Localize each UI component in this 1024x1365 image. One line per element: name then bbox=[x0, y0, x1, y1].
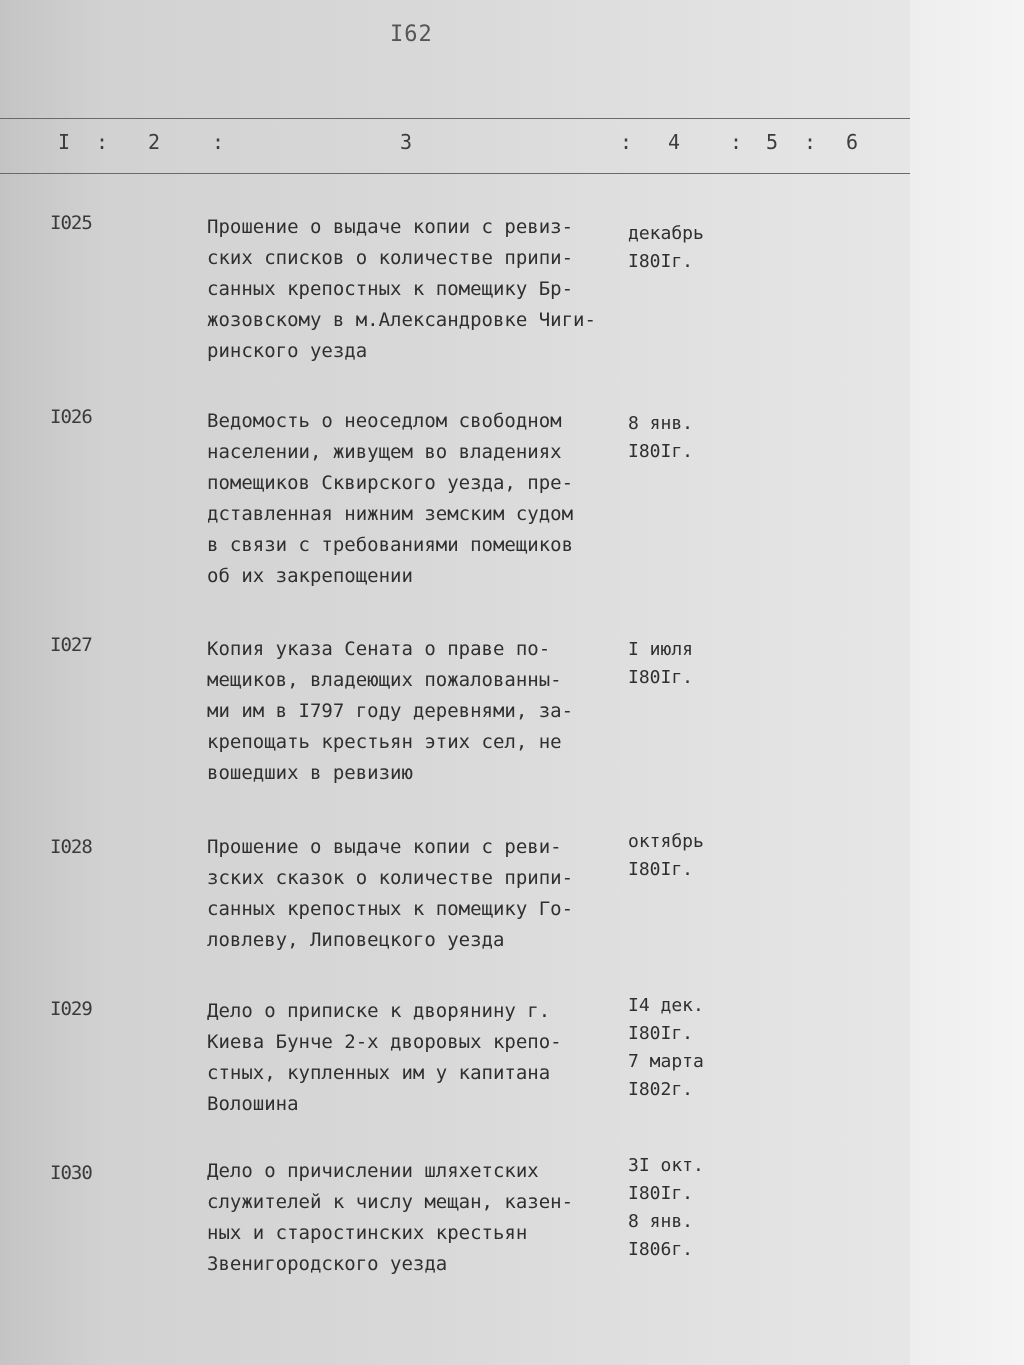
entry-description bbox=[207, 832, 627, 956]
description-line: населении, живущем во владениях bbox=[207, 441, 562, 463]
date-line: I80Iг. bbox=[628, 667, 694, 688]
description-line: Прошение о выдаче копии с реви- bbox=[207, 836, 562, 858]
description-line: в связи с требованиями помещиков bbox=[207, 534, 574, 556]
date-line: октябрь bbox=[628, 831, 704, 852]
column-separator: : bbox=[212, 130, 225, 154]
column-header-3: 3 bbox=[400, 130, 413, 154]
description-line: Дело о причислении шляхетских bbox=[207, 1160, 539, 1182]
description-line: Ведомость о неоседлом свободном bbox=[207, 410, 562, 432]
description-line: ринского уезда bbox=[207, 340, 368, 362]
description-line: мещиков, владеющих пожалованны- bbox=[207, 669, 562, 691]
description-line: зских сказок о количестве припи- bbox=[207, 867, 574, 889]
entry-dates bbox=[628, 410, 738, 466]
entry-dates bbox=[628, 220, 738, 276]
date-line: I80Iг. bbox=[628, 859, 694, 880]
column-separator: : bbox=[620, 130, 633, 154]
description-line: крепощать крестьян этих сел, не bbox=[207, 731, 562, 753]
entry-dates bbox=[628, 828, 738, 884]
header-rule-bottom bbox=[0, 173, 910, 174]
entry-dates bbox=[628, 636, 738, 692]
description-line: дставленная нижним земским судом bbox=[207, 503, 574, 525]
date-line: I806г. bbox=[628, 1239, 694, 1260]
description-line: Волошина bbox=[207, 1093, 299, 1115]
description-line: Прошение о выдаче копии с ревиз- bbox=[207, 216, 574, 238]
description-line: об их закрепощении bbox=[207, 565, 413, 587]
entry-number: I027 bbox=[50, 634, 92, 656]
column-separator: : bbox=[96, 130, 109, 154]
header-rule-top bbox=[0, 118, 910, 119]
column-header-4: 4 bbox=[668, 130, 681, 154]
date-line: I80Iг. bbox=[628, 441, 694, 462]
description-line: Копия указа Сената о праве по- bbox=[207, 638, 551, 660]
description-line: ми им в I797 году деревнями, за- bbox=[207, 700, 574, 722]
entry-number: I029 bbox=[50, 998, 92, 1020]
entry-number: I026 bbox=[50, 406, 92, 428]
description-line: помещиков Сквирского уезда, пре- bbox=[207, 472, 574, 494]
column-separator: : bbox=[730, 130, 743, 154]
entry-dates bbox=[628, 992, 738, 1104]
column-header-1: I bbox=[58, 130, 71, 154]
entry-number: I028 bbox=[50, 836, 92, 858]
description-line: Дело о приписке к дворянину г. bbox=[207, 1000, 551, 1022]
column-header-5: 5 bbox=[766, 130, 779, 154]
date-line: 7 марта bbox=[628, 1051, 704, 1072]
entry-number: I025 bbox=[50, 212, 92, 234]
column-header-2: 2 bbox=[148, 130, 161, 154]
column-header-6: 6 bbox=[846, 130, 859, 154]
date-line: 8 янв. bbox=[628, 413, 694, 434]
entry-description bbox=[207, 1156, 627, 1280]
date-line: I802г. bbox=[628, 1079, 694, 1100]
description-line: санных крепостных к помещику Бр- bbox=[207, 278, 574, 300]
date-line: I80Iг. bbox=[628, 251, 694, 272]
description-line: жозовскому в м.Александровке Чиги- bbox=[207, 309, 596, 331]
date-line: декабрь bbox=[628, 223, 704, 244]
description-line: служителей к числу мещан, казен- bbox=[207, 1191, 574, 1213]
date-line: 8 янв. bbox=[628, 1211, 694, 1232]
description-line: Звенигородского уезда bbox=[207, 1253, 448, 1275]
entry-description bbox=[207, 634, 627, 789]
date-line: I июля bbox=[628, 639, 694, 660]
entry-description bbox=[207, 996, 627, 1120]
entry-description bbox=[207, 212, 627, 367]
date-line: I80Iг. bbox=[628, 1183, 694, 1204]
description-line: ловлеву, Липовецкого уезда bbox=[207, 929, 505, 951]
date-line: 3I окт. bbox=[628, 1155, 704, 1176]
description-line: стных, купленных им у капитана bbox=[207, 1062, 551, 1084]
description-line: ных и старостинских крестьян bbox=[207, 1222, 528, 1244]
description-line: санных крепостных к помещику Го- bbox=[207, 898, 574, 920]
description-line: Киева Бунче 2-х дворовых крепо- bbox=[207, 1031, 562, 1053]
entry-number: I030 bbox=[50, 1162, 92, 1184]
date-line: I4 дек. bbox=[628, 995, 704, 1016]
page-edge-background bbox=[910, 0, 1024, 1365]
page-number: I62 bbox=[390, 22, 433, 47]
description-line: ских списков о количестве припи- bbox=[207, 247, 574, 269]
column-separator: : bbox=[804, 130, 817, 154]
description-line: вошедших в ревизию bbox=[207, 762, 413, 784]
entry-description bbox=[207, 406, 627, 592]
entry-dates bbox=[628, 1152, 738, 1264]
date-line: I80Iг. bbox=[628, 1023, 694, 1044]
